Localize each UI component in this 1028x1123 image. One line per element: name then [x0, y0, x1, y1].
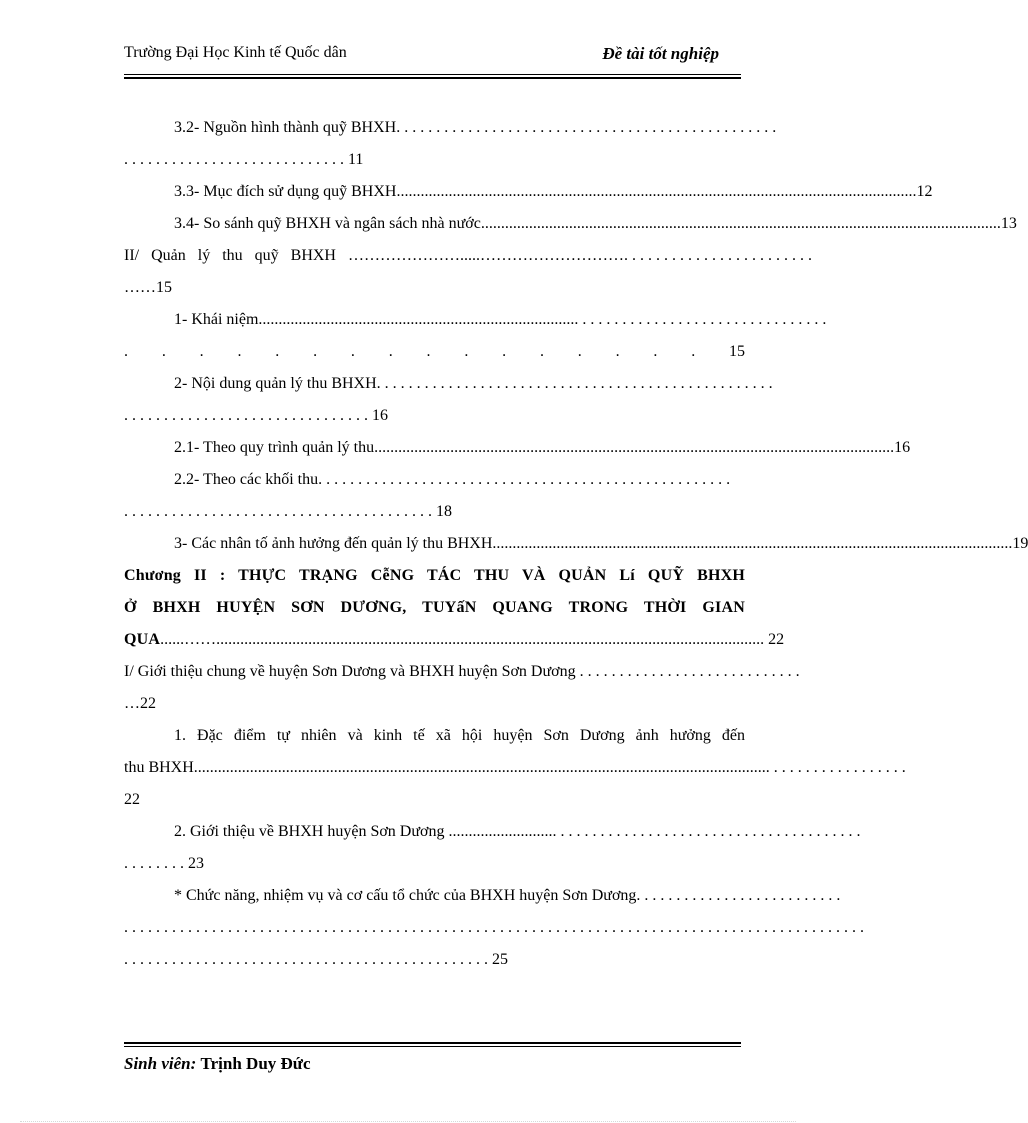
leader-dots: ......……......................................................................................................................................... [160, 631, 765, 648]
toc-entry-text: 2. Giới thiệu về BHXH huyện Sơn Dương [174, 823, 445, 840]
toc-entry[interactable] [124, 112, 777, 144]
toc-entry-text: II/ Quản lý thu quỹ BHXH [124, 247, 336, 264]
toc-entry-tail: . . . . . . . . . . . . . . . . . . . . . . . . . . . . . . . . . . . . . . . . . . . . . . 25 [124, 951, 508, 968]
leader-dots: . . . . . . . . . . . . . . . . . . . . . . . . . . . . . . . . . . . . . . . . . . . . . . . . . . . . [318, 471, 731, 488]
leader-dots: . . . . . . . . . . . . . . . . . . . . . . . . . . [636, 887, 841, 904]
leader-dots: . . . . . . . . . . . . . . . . . . . . . . . . . . . . [575, 663, 800, 680]
school-name: Trường Đại Học Kinh tế Quốc dân [124, 44, 347, 61]
toc-entry-text: 3.2- Nguồn hình thành quỹ BHXH [174, 119, 397, 136]
toc-entry-text: 2.2- Theo các khối thu [174, 471, 319, 488]
chapter-title-line: Ở BHXH HUYỆN SƠN DƯƠNG, TUYấN QUANG TRONG THỜI GIAN [124, 599, 745, 616]
toc-entry[interactable] [124, 880, 841, 912]
page-number: 22 [768, 631, 785, 648]
toc-entry[interactable] [124, 304, 827, 336]
leader-dots: ………………….....………………………. . . . . . . . . . . . . . . . . . . . . . . . [335, 247, 812, 264]
toc-entry-text: 2.1- Theo quy trình quản lý thu [174, 439, 375, 456]
toc-entry[interactable] [124, 176, 933, 208]
toc-entry-tail: . . . . . . . . . . . . . . . . . . . . . . . . . . . . 11 [124, 151, 364, 168]
toc-entry-text: * Chức năng, nhiệm vụ và cơ cấu tổ chức của BHXH huyện Sơn Dương [174, 887, 637, 904]
toc-entry-text: thu BHXH [124, 759, 194, 776]
leader-dots: ................................................................................ . . . . . . . . . . . . . . . . . . . . . . . . . . . . . . . [258, 311, 827, 328]
page-bottom-border [20, 1121, 796, 1122]
toc-entry-tail: . . . . . . . . . . . . . . . . . . . . . . . . . . . . . . . 16 [124, 407, 388, 424]
leader-dots: .................................................................................................................................. [480, 215, 1001, 232]
chapter-title-line: QUA [124, 631, 161, 648]
toc-entry[interactable] [124, 240, 812, 272]
chapter-title-line[interactable]: Chương II : THỰC TRẠNG CễNG TÁC THU VÀ QUẢN Lí QUỸ BHXH [124, 567, 745, 584]
toc-entry-text: 3- Các nhân tố ảnh hưởng đến quản lý thu BHXH [174, 535, 493, 552]
student-label: Sinh viên: [124, 1054, 197, 1073]
toc-entry[interactable] [124, 528, 1028, 560]
page-number: 12 [916, 183, 933, 200]
toc-entry[interactable] [124, 432, 911, 464]
toc-entry[interactable] [124, 368, 773, 400]
page-number: 16 [894, 439, 911, 456]
leader-dots: . . . . . . . . . . . . . . . . . . . . . . . . . . . . . . . . . . . . . . . . . . . . . . . . [396, 119, 777, 136]
leader-dots: . . . . . . . . . . . . . . . . . . . . . . . . . . . . . . . . . . . . . . . . . . . . . . . . . . . . . . . . . . . . . . . . . . . . . . . . . . . . . . . . . . . . . . . . . . . . . [124, 919, 864, 936]
toc-entry-continued [124, 752, 906, 784]
toc-entry-text: I/ Giới thiệu chung về huyện Sơn Dương và BHXH huyện Sơn Dương [124, 663, 576, 680]
page-number: 22 [124, 791, 140, 808]
thesis-title: Đề tài tốt nghiệp [602, 44, 719, 63]
toc-entry-text: 2- Nội dung quản lý thu BHXH [174, 375, 377, 392]
leader-dots: ........................... . . . . . . . . . . . . . . . . . . . . . . . . . . . . . . . . . . . . . . [444, 823, 861, 840]
page-number: 15 [729, 343, 745, 360]
page-number: 13 [1000, 215, 1017, 232]
leader-dots: .................................................................................................................................. [374, 439, 895, 456]
footer-rule-thin [124, 1046, 741, 1047]
leader-dots: ................................................................................................................................................ . . . . . . . . . . . . . . . . . [193, 759, 906, 776]
toc-entry-text: 1- Khái niệm [174, 311, 259, 328]
toc-entry[interactable]: 1. Đặc điểm tự nhiên và kinh tế xã hội huyện Sơn Dương ảnh hưởng đến [174, 727, 745, 744]
leader-dots: .................................................................................................................................. [492, 535, 1013, 552]
toc-entry-tail: . . . . . . . . 23 [124, 855, 204, 872]
toc-entry-tail: . . . . . . . . . . . . . . . . 15 [124, 336, 745, 368]
page-number: 19 [1012, 535, 1028, 552]
toc-entry[interactable] [124, 208, 1017, 240]
toc-entry-text: 3.4- So sánh quỹ BHXH và ngân sách nhà nước [174, 215, 481, 232]
page-footer [124, 1054, 311, 1074]
student-name: Trịnh Duy Đức [200, 1054, 311, 1073]
toc-entry-tail: . . . . . . . . . . . . . . . . . . . . . . . . . . . . . . . . . . . . . . . 18 [124, 503, 452, 520]
toc-entry[interactable] [124, 624, 785, 656]
page-header [124, 44, 741, 68]
header-rule-thin [124, 74, 741, 75]
header-rule-thick [124, 77, 741, 79]
toc-entry[interactable] [124, 656, 800, 688]
leader-dots: . . . . . . . . . . . . . . . . . . . . . . . . . . . . . . . . . . . . . . . . . . . . . . . . . . [376, 375, 773, 392]
footer-rule-thick [124, 1042, 741, 1044]
toc-entry-tail: …22 [124, 695, 156, 712]
toc-entry[interactable] [124, 464, 745, 496]
toc-entry-text: 3.3- Mục đích sử dụng quỹ BHXH [174, 183, 397, 200]
toc-entry[interactable] [124, 816, 861, 848]
leader-dots: .................................................................................................................................. [396, 183, 917, 200]
toc-entry-tail: ……15 [124, 279, 172, 296]
